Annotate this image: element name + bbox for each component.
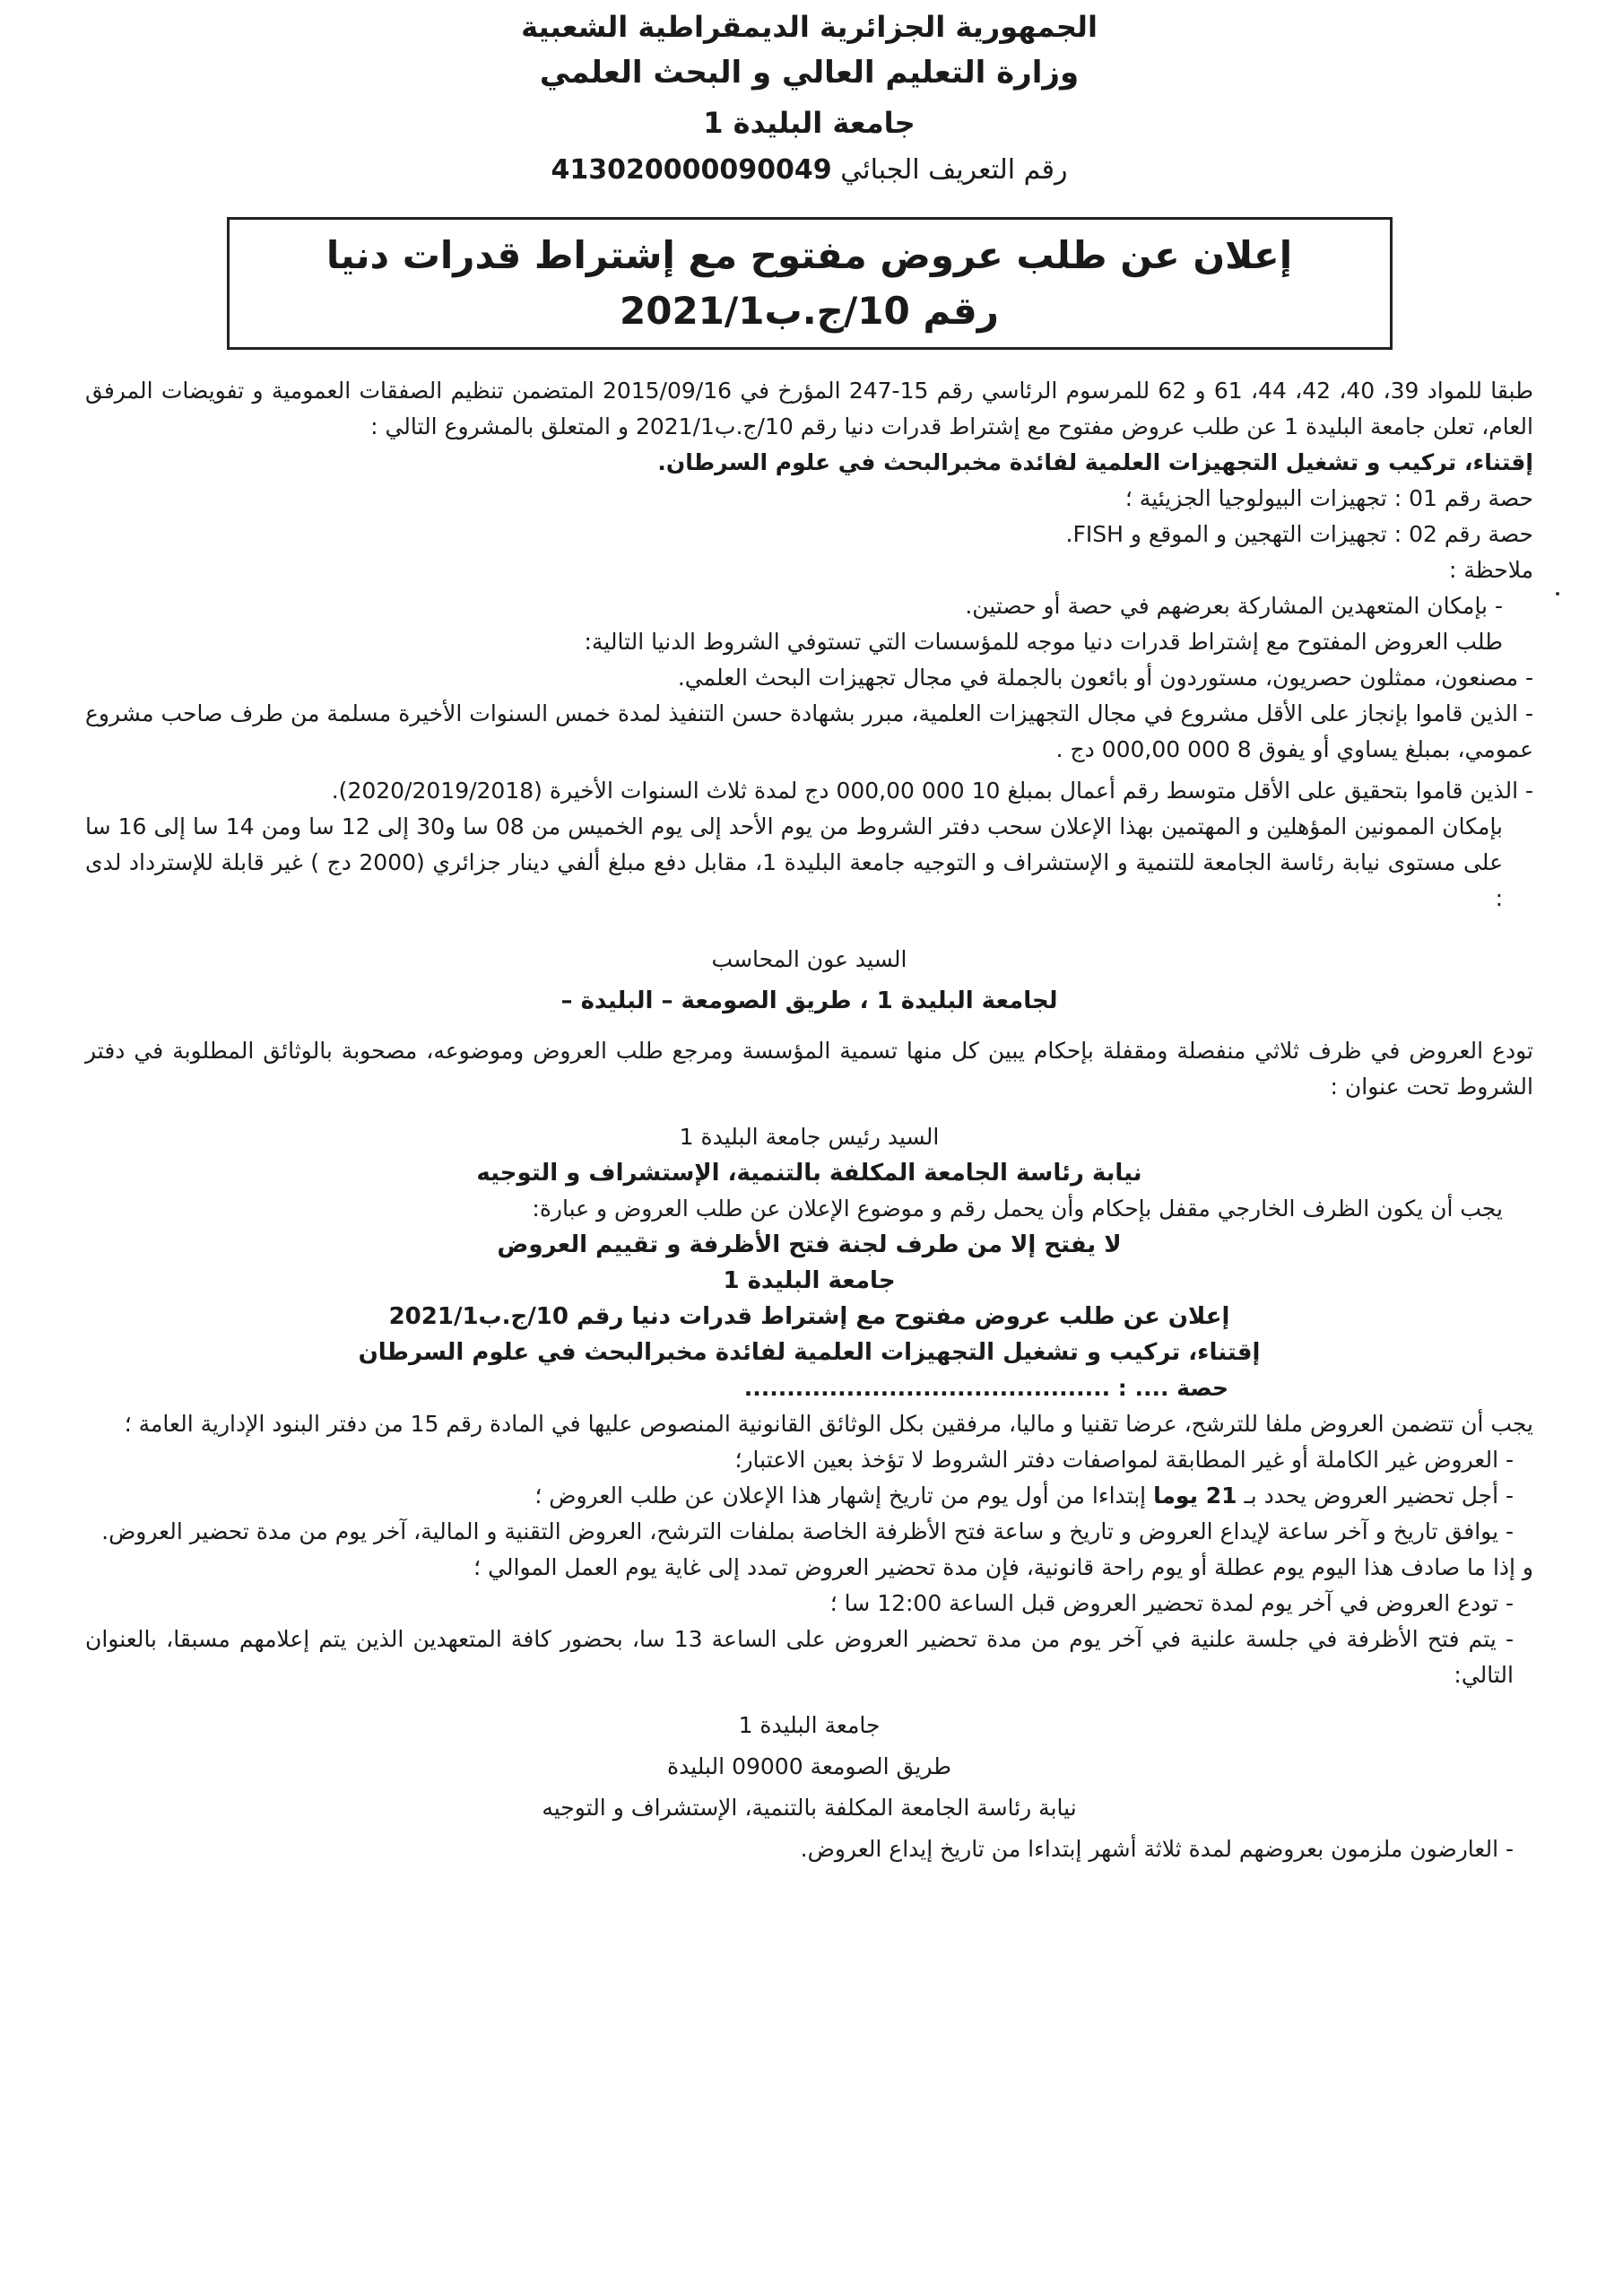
addressee-line-1: السيد رئيس جامعة البليدة 1 <box>679 1124 940 1150</box>
envelope-note: يجب أن يكون الظرف الخارجي مقفل بإحكام وأن يحمل رقم و موضوع الإعلان عن طلب العروض و عبارة: <box>532 1196 1503 1222</box>
accountant-block <box>85 942 1533 1019</box>
envelope-line-4: إقتناء، تركيب و تشغيل التجهيزات العلمية لفائدة مخبرالبحث في علوم السرطان <box>358 1339 1261 1366</box>
envelope-line-2: جامعة البليدة 1 <box>723 1267 896 1294</box>
announcement-body <box>85 373 1533 1867</box>
opening-address-line-3: نيابة رئاسة الجامعة المكلفة بالتنمية، الإستشراف و التوجيه <box>542 1795 1077 1821</box>
condition-1: - مصنعون، ممثلون حصريون، مستوردون أو بائعون بالجملة في مجال تجهيزات البحث العلمي. <box>677 665 1533 691</box>
university-name: جامعة البليدة 1 <box>703 106 916 140</box>
opening-address-block <box>85 1708 1533 1826</box>
conditions-intro: طلب العروض المفتوح مع إشتراط قدرات دنيا موجه للمؤسسات التي تستوفي الشروط الدنيا التالية: <box>584 629 1503 655</box>
rule-2-prefix: - أجل تحضير العروض يحدد بـ <box>1237 1483 1514 1509</box>
withdraw-paragraph: بإمكان الممونين المؤهلين و المهتمين بهذا الإعلان سحب دفتر الشروط من يوم الأحد إلى يوم الخميس من 08 سا و30 إلى 12 سا ومن 14 سا إلى 16 سا على مستوى نيابة رئاسة الجامعة للتنمية و الإستشراف و التوجيه جامعة البليدة 1، مقابل دفع مبلغ ألفي دينار جزائري (2000 دج ) غير قابلة للإسترداد لدى : <box>85 813 1504 911</box>
rule-2-suffix: إبتداءا من أول يوم من تاريخ إشهار هذا الإعلان عن طلب العروض ؛ <box>534 1483 1154 1509</box>
accountant-title: السيد عون المحاسب <box>711 946 907 972</box>
intro-paragraph: طبقا للمواد 39، 40، 42، 44، 61 و 62 للمرسوم الرئاسي رقم 15-247 المؤرخ في 2015/09/16 المتضمن تنظيم الصفقات العمومية و تفويضات المرفق العام، تعلن جامعة البليدة 1 عن طلب عروض مفتوح مع إشتراط قدرات دنيا رقم 10/ج.ب2021/1 و المتعلق بالمشروع التالي : <box>85 378 1533 439</box>
envelope-line-1: لا يفتح إلا من طرف لجنة فتح الأظرفة و تقييم العروض <box>497 1231 1122 1258</box>
rule-5: - تودع العروض في آخر يوم لمدة تحضير العروض قبل الساعة 12:00 سا ؛ <box>829 1590 1514 1616</box>
announcement-title-box <box>227 217 1393 350</box>
scan-speck <box>1556 592 1559 596</box>
rules-paragraph: يجب أن تتضمن العروض ملفا للترشح، عرضا تقنيا و ماليا، مرفقين بكل الوثائق القانونية المنصوص عليها في المادة رقم 15 من دفتر البنود الإدارية العامة ؛ <box>124 1411 1533 1437</box>
validity-clause: - العارضون ملزمون بعروضهم لمدة ثلاثة أشهر إبتداءا من تاريخ إيداع العروض. <box>800 1836 1514 1862</box>
addressee-block <box>85 1119 1533 1191</box>
letterhead <box>85 0 1533 194</box>
announcement-number: رقم 10/ج.ب2021/1 <box>620 289 999 333</box>
envelope-line-3: إعلان عن طلب عروض مفتوح مع إشتراط قدرات دنيا رقم 10/ج.ب2021/1 <box>388 1303 1230 1330</box>
rule-3: - يوافق تاريخ و آخر ساعة لإيداع العروض و تاريخ و ساعة فتح الأظرفة الخاصة بملفات الترشح، العروض التقنية و المالية، آخر يوم من مدة تحضير العروض. <box>101 1518 1514 1544</box>
opening-address-line-2: طريق الصومعة 09000 البليدة <box>666 1753 952 1779</box>
condition-2: - الذين قاموا بإنجاز على الأقل مشروع في مجال التجهيزات العلمية، مبرر بشهادة حسن التنفيذ لمدة خمس السنوات الأخيرة مسلمة من طرف صاحب مشروع عمومي، بمبلغ يساوي أو يفوق 8 000 000,00 دج . <box>85 700 1533 762</box>
condition-3: - الذين قاموا بتحقيق على الأقل متوسط رقم أعمال بمبلغ 10 000 000,00 دج لمدة ثلاث السنوات الأخيرة (2020/2019/2018). <box>331 778 1533 804</box>
rule-4: و إذا ما صادف هذا اليوم يوم عطلة أو يوم راحة قانونية، فإن مدة تحضير العروض تمدد إلى غاية يوم العمل الموالي ؛ <box>473 1554 1533 1580</box>
note-item: - بإمكان المتعهدين المشاركة بعرضهم في حصة أو حصتين. <box>965 593 1503 619</box>
project-title: إقتناء، تركيب و تشغيل التجهيزات العلمية لفائدة مخبرالبحث في علوم السرطان. <box>657 449 1533 475</box>
addressee-line-2: نيابة رئاسة الجامعة المكلفة بالتنمية، الإستشراف و التوجيه <box>476 1160 1142 1187</box>
rule-2 <box>85 1478 1533 1514</box>
lot-1: حصة رقم 01 : تجهيزات البيولوجيا الجزيئية ؛ <box>1124 485 1533 511</box>
lot-2: حصة رقم 02 : تجهيزات التهجين و الموقع و FISH. <box>1065 521 1533 547</box>
note-label: ملاحظة : <box>1448 557 1533 583</box>
envelope-lot-line: حصة .... : ........................................... <box>743 1375 1228 1401</box>
accountant-address: لجامعة البليدة 1 ، طريق الصومعة – البليدة – <box>560 987 1058 1014</box>
republic-name: الجمهورية الجزائرية الديمقراطية الشعبية <box>521 10 1098 44</box>
envelope-text-block <box>85 1227 1533 1370</box>
ministry-name: وزارة التعليم العالي و البحث العلمي <box>539 55 1080 91</box>
rule-2-days: 21 يوما <box>1153 1483 1237 1509</box>
tax-id-label: رقم التعريف الجبائي <box>840 154 1068 186</box>
announcement-title: إعلان عن طلب عروض مفتوح مع إشتراط قدرات دنيا <box>325 233 1293 277</box>
rule-1: - العروض غير الكاملة أو غير المطابقة لمواصفات دفتر الشروط لا تؤخذ بعين الاعتبار؛ <box>734 1447 1514 1473</box>
rule-6: - يتم فتح الأظرفة في جلسة علنية في آخر يوم من مدة تحضير العروض على الساعة 13 سا، بحضور كافة المتعهدين الذين يتم إعلامهم مسبقا، بالعنوان التالي: <box>85 1626 1514 1688</box>
tax-id <box>85 147 1533 194</box>
deposit-paragraph: تودع العروض في ظرف ثلاثي منفصلة ومقفلة بإحكام يبين كل منها تسمية المؤسسة ومرجع طلب العروض وموضوعه، مصحوبة بالوثائق المطلوبة في دفتر الشروط تحت عنوان : <box>85 1038 1533 1100</box>
opening-address-line-1: جامعة البليدة 1 <box>738 1712 881 1738</box>
tax-id-value: 413020000090049 <box>551 154 832 186</box>
